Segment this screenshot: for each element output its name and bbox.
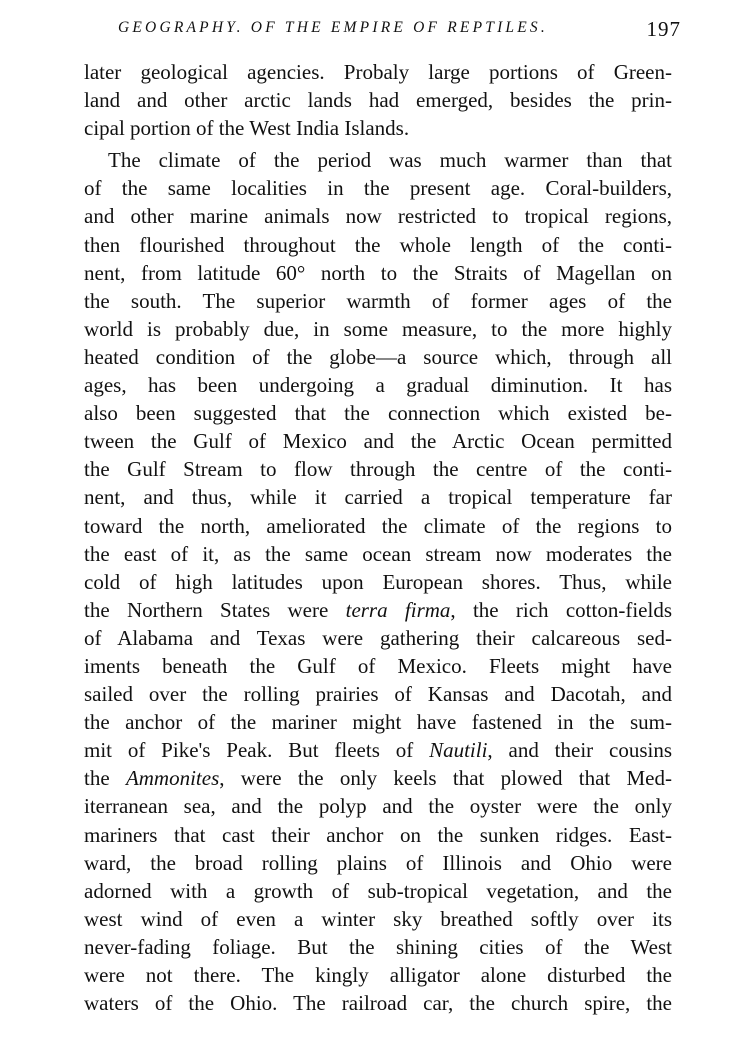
text-line bbox=[84, 596, 672, 624]
text-line bbox=[84, 483, 672, 511]
text-line bbox=[84, 905, 672, 933]
text-run: nent, from latitude 60° north to the Straits of Magellan on bbox=[84, 260, 672, 285]
text-line bbox=[84, 792, 672, 820]
running-head bbox=[118, 17, 681, 47]
text-run: iterranean sea, and the polyp and the oyster were the only bbox=[84, 794, 672, 819]
text-line bbox=[84, 58, 672, 86]
text-line bbox=[84, 933, 672, 961]
text-run: west wind of even a winter sky breathed softly over its bbox=[84, 906, 672, 931]
text-run: the east of it, as the same ocean stream now moderates the bbox=[84, 541, 672, 566]
text-run: the Northern States were bbox=[84, 597, 346, 622]
italic-term: Ammonites bbox=[125, 766, 220, 791]
page-number: 197 bbox=[646, 17, 681, 41]
text-run: , and their cousins bbox=[487, 738, 672, 763]
text-run: tween the Gulf of Mexico and the Arctic Ocean permitted bbox=[84, 429, 672, 454]
text-line bbox=[84, 821, 672, 849]
text-line bbox=[84, 877, 672, 905]
text-line bbox=[84, 989, 672, 1017]
text-line bbox=[84, 174, 672, 202]
text-line bbox=[84, 764, 672, 792]
text-line bbox=[84, 315, 672, 343]
text-run: the Gulf Stream to flow through the centre of the conti- bbox=[84, 457, 672, 482]
text-line bbox=[84, 540, 672, 568]
text-line bbox=[84, 427, 672, 455]
text-line bbox=[84, 708, 672, 736]
text-run: the south. The superior warmth of former ages of the bbox=[84, 288, 672, 313]
text-run: and other marine animals now restricted to tropical regions, bbox=[84, 204, 672, 229]
text-line bbox=[84, 736, 672, 764]
text-line bbox=[84, 287, 672, 315]
running-title: GEOGRAPHY. OF THE EMPIRE OF REPTILES. bbox=[118, 19, 548, 36]
paragraph bbox=[84, 58, 672, 142]
italic-term: Nautili bbox=[429, 738, 488, 763]
text-run: adorned with a growth of sub-tropical vegetation, and the bbox=[84, 878, 672, 903]
text-run: also been suggested that the connection which existed be- bbox=[84, 401, 672, 426]
text-run: were not there. The kingly alligator alone disturbed the bbox=[84, 963, 672, 987]
text-line bbox=[84, 652, 672, 680]
text-run: later geological agencies. Probaly large portions of Green- bbox=[84, 60, 672, 84]
text-run: the bbox=[84, 766, 126, 791]
text-line bbox=[84, 86, 672, 114]
text-line bbox=[84, 849, 672, 877]
text-run: nent, and thus, while it carried a tropical temperature far bbox=[84, 485, 672, 510]
text-line bbox=[84, 231, 672, 259]
text-run: land and other arctic lands had emerged, besides the prin- bbox=[84, 88, 672, 113]
text-run: of the same localities in the present age. Coral-builders, bbox=[84, 176, 672, 201]
text-run: waters of the Ohio. The railroad car, the church spire, the bbox=[84, 991, 672, 1016]
text-run: sailed over the rolling prairies of Kansas and Dacotah, and bbox=[84, 682, 672, 707]
text-run: cipal portion of the West India Islands. bbox=[84, 116, 410, 141]
text-line bbox=[84, 202, 672, 230]
text-run: , were the only keels that plowed that Med- bbox=[219, 766, 672, 791]
text-line bbox=[84, 399, 672, 427]
paragraph bbox=[84, 146, 672, 1017]
text-line bbox=[84, 371, 672, 399]
text-line bbox=[84, 114, 672, 142]
text-run: the anchor of the mariner might have fastened in the sum- bbox=[84, 710, 672, 735]
text-run: world is probably due, in some measure, to the more highly bbox=[84, 316, 672, 341]
text-run: ward, the broad rolling plains of Illinois and Ohio were bbox=[84, 850, 672, 875]
text-line bbox=[84, 568, 672, 596]
body-text bbox=[84, 58, 672, 1017]
text-run: never-fading foliage. But the shining cities of the West bbox=[84, 934, 672, 959]
text-line bbox=[84, 455, 672, 483]
text-line bbox=[84, 146, 672, 174]
text-line bbox=[84, 259, 672, 287]
text-run: toward the north, ameliorated the climate of the regions to bbox=[84, 513, 672, 538]
text-line bbox=[84, 624, 672, 652]
text-run: iments beneath the Gulf of Mexico. Fleets might have bbox=[84, 653, 672, 678]
text-run: mit of Pike's Peak. But fleets of bbox=[84, 738, 430, 763]
text-line bbox=[84, 512, 672, 540]
text-line bbox=[84, 680, 672, 708]
text-run: ages, has been undergoing a gradual diminution. It has bbox=[84, 373, 672, 398]
text-line bbox=[84, 961, 672, 989]
text-run: of Alabama and Texas were gathering their calcareous sed- bbox=[84, 625, 672, 650]
text-run: , the rich cotton-fields bbox=[450, 597, 672, 622]
text-run: cold of high latitudes upon European shores. Thus, while bbox=[84, 569, 672, 594]
text-run: mariners that cast their anchor on the sunken ridges. East- bbox=[84, 822, 672, 847]
text-run: heated condition of the globe—a source which, through all bbox=[84, 344, 672, 369]
text-run: The climate of the period was much warmer than that bbox=[108, 148, 672, 173]
italic-term: terra firma bbox=[345, 597, 451, 622]
text-line bbox=[84, 343, 672, 371]
text-run: then flourished throughout the whole length of the conti- bbox=[84, 232, 672, 257]
